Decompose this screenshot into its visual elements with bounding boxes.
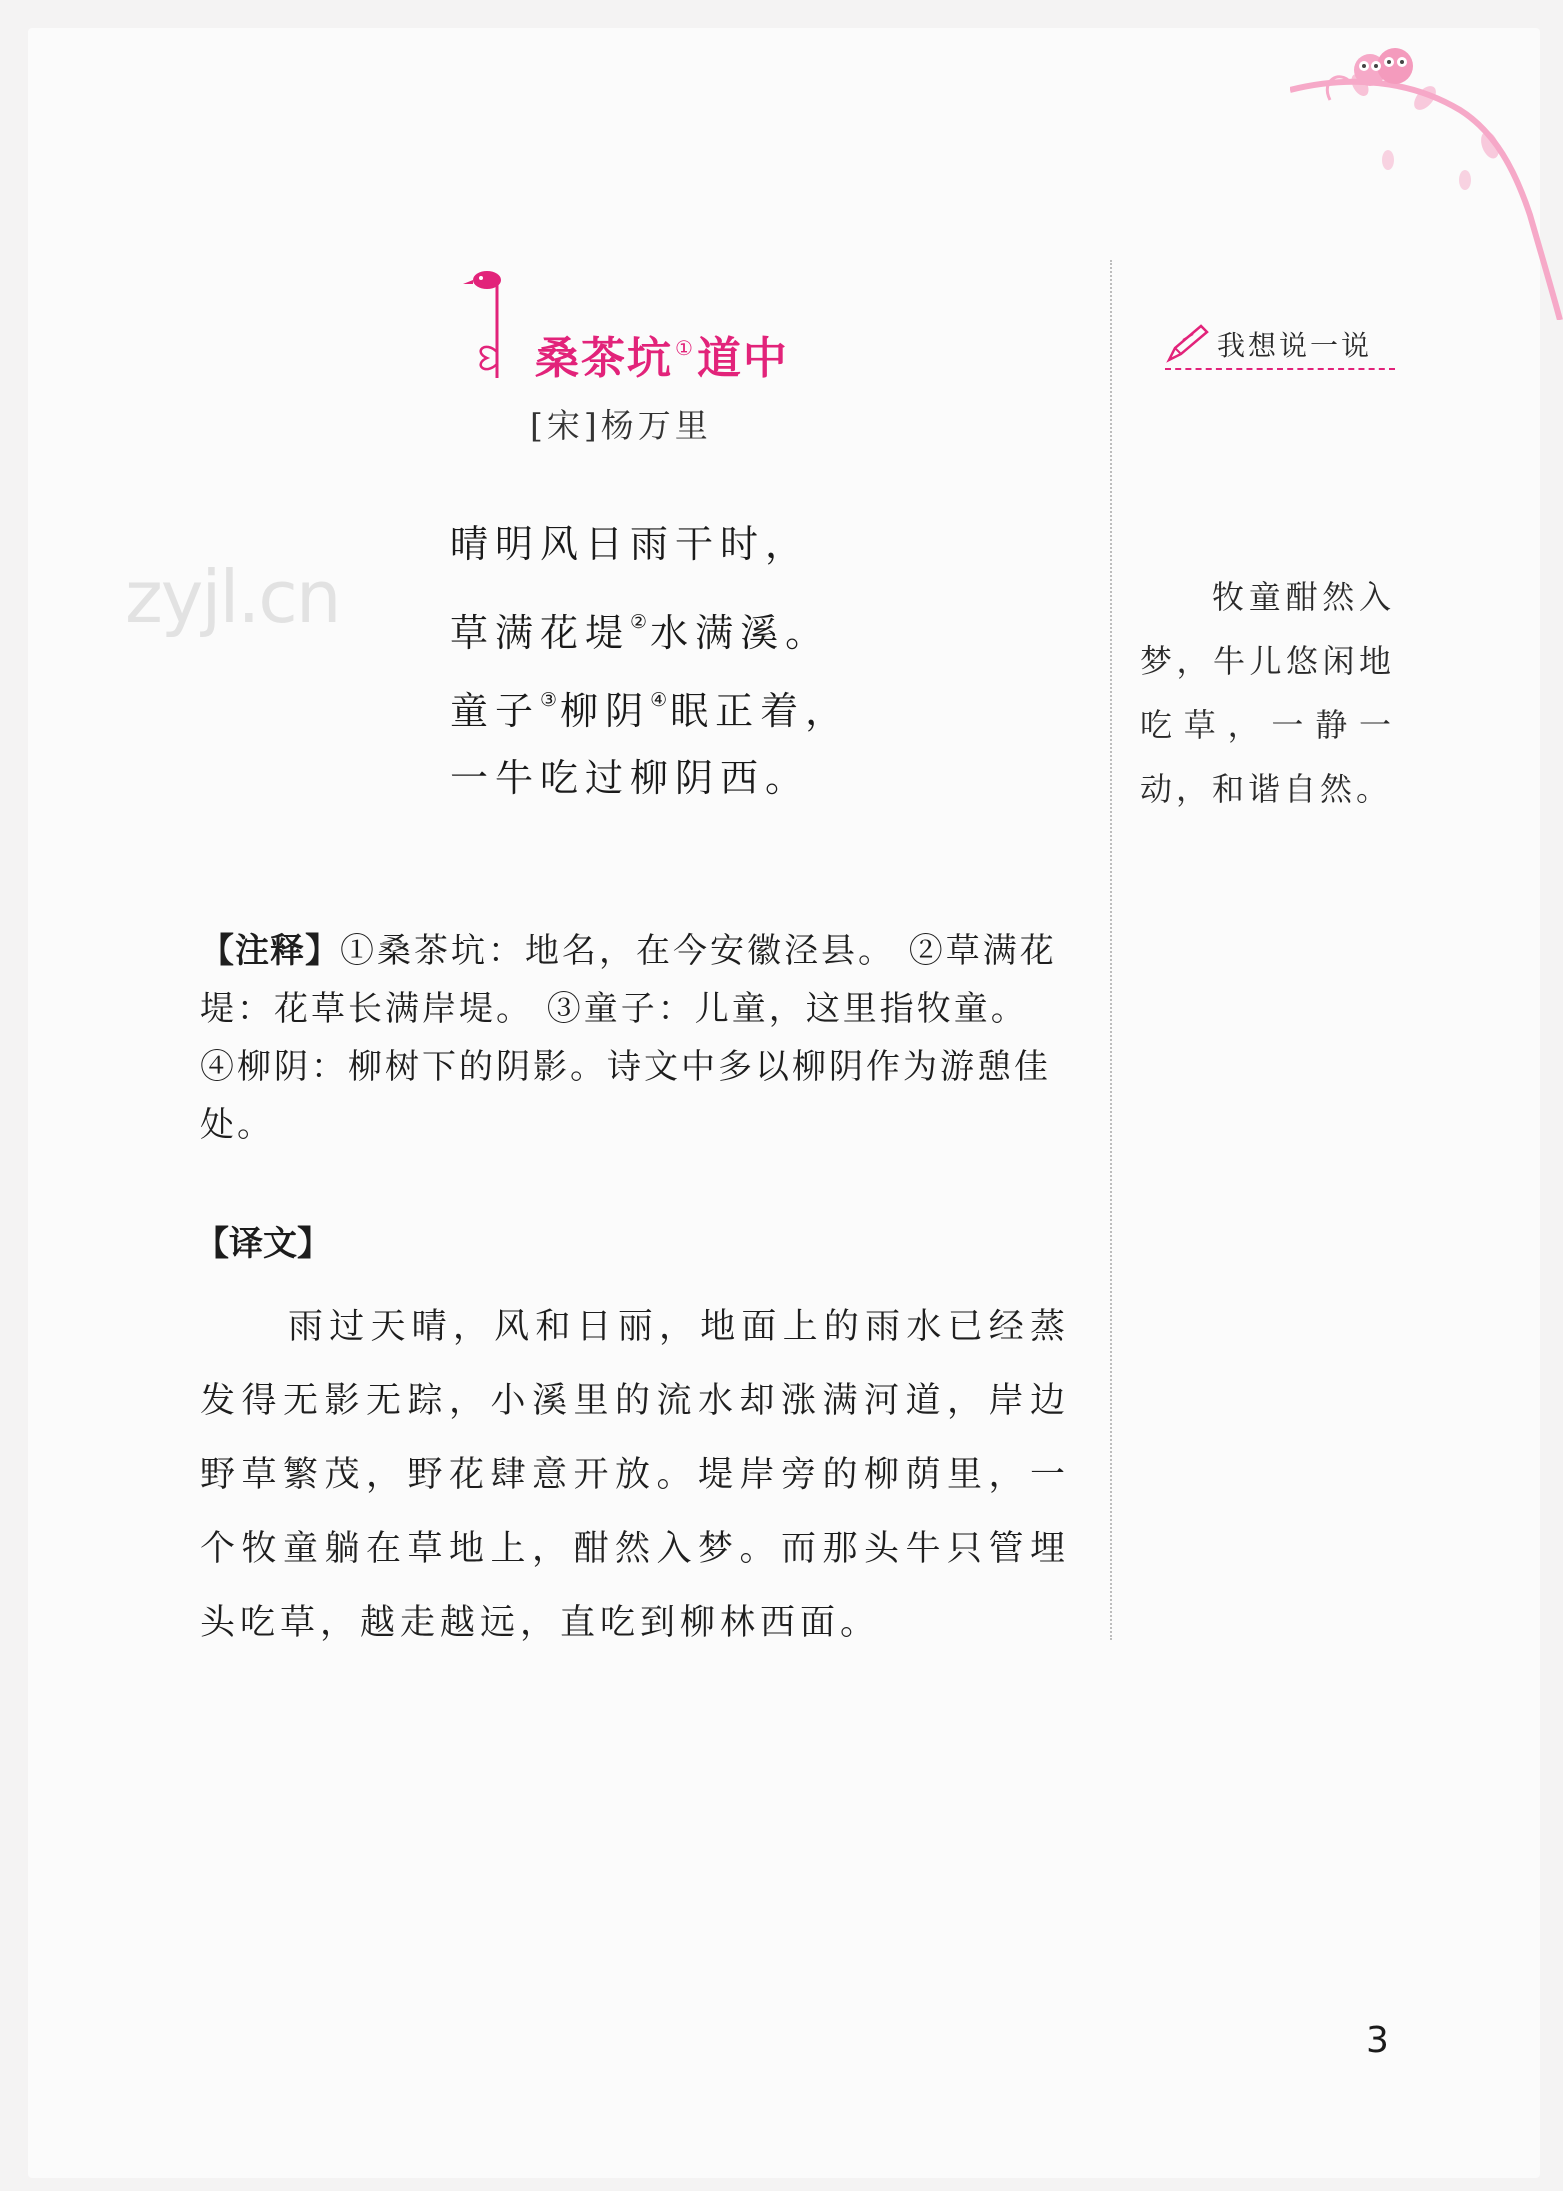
bird-branch-decoration [1290, 20, 1563, 320]
title-note-mark: ① [675, 336, 695, 360]
note-mark: ③ [540, 689, 558, 711]
sidebar-title: 我想说一说 [1217, 329, 1373, 362]
sidebar-header [1165, 318, 1395, 370]
sidebar-underline [1165, 368, 1395, 370]
notes-label: 【注释】 [200, 931, 340, 971]
poem-author: [宋]杨万里 [530, 406, 712, 445]
poem-line: 晴明风日雨干时， [450, 522, 811, 566]
poem-body [450, 505, 850, 817]
poem-line: 童子③柳阴④眠正着， [450, 689, 851, 733]
notes-text: ①桑茶坑：地名，在今安徽泾县。 ②草满花堤：花草长满岸堤。 ③童子：儿童，这里指牧童。 ④柳阴：柳树下的阴影。诗文中多以柳阴作为游憩佳处。 [200, 931, 1057, 1145]
poem-line: 草满花堤②水满溪。 [450, 611, 831, 655]
translation-text: 雨过天晴，风和日丽，地面上的雨水已经蒸发得无影无踪，小溪里的流水却涨满河道，岸边野草繁茂，野花肆意开放。堤岸旁的柳荫里，一个牧童躺在草地上，酣然入梦。而那头牛只管埋头吃草，越走越远，直吃到柳林西面。 [200, 1307, 1070, 1643]
note-mark: ② [630, 611, 648, 633]
bird-ribbon-icon [455, 260, 525, 380]
pencil-icon [1165, 322, 1213, 364]
title-block [455, 260, 875, 384]
notes-section [200, 922, 1070, 1154]
poem-title: 桑茶坑 ①道中 [535, 333, 789, 384]
sidebar-text: 牧童酣然入梦，牛儿悠闲地吃草，一静一动，和谐自然。 [1140, 578, 1395, 808]
page-number: 3 [1366, 2020, 1389, 2061]
watermark: zyjl.cn [125, 555, 340, 639]
column-divider [1110, 260, 1112, 1640]
note-mark: ④ [650, 689, 668, 711]
translation-label: 【译文】 [195, 1224, 331, 1264]
poem-line: 一牛吃过柳阴西。 [450, 756, 811, 800]
